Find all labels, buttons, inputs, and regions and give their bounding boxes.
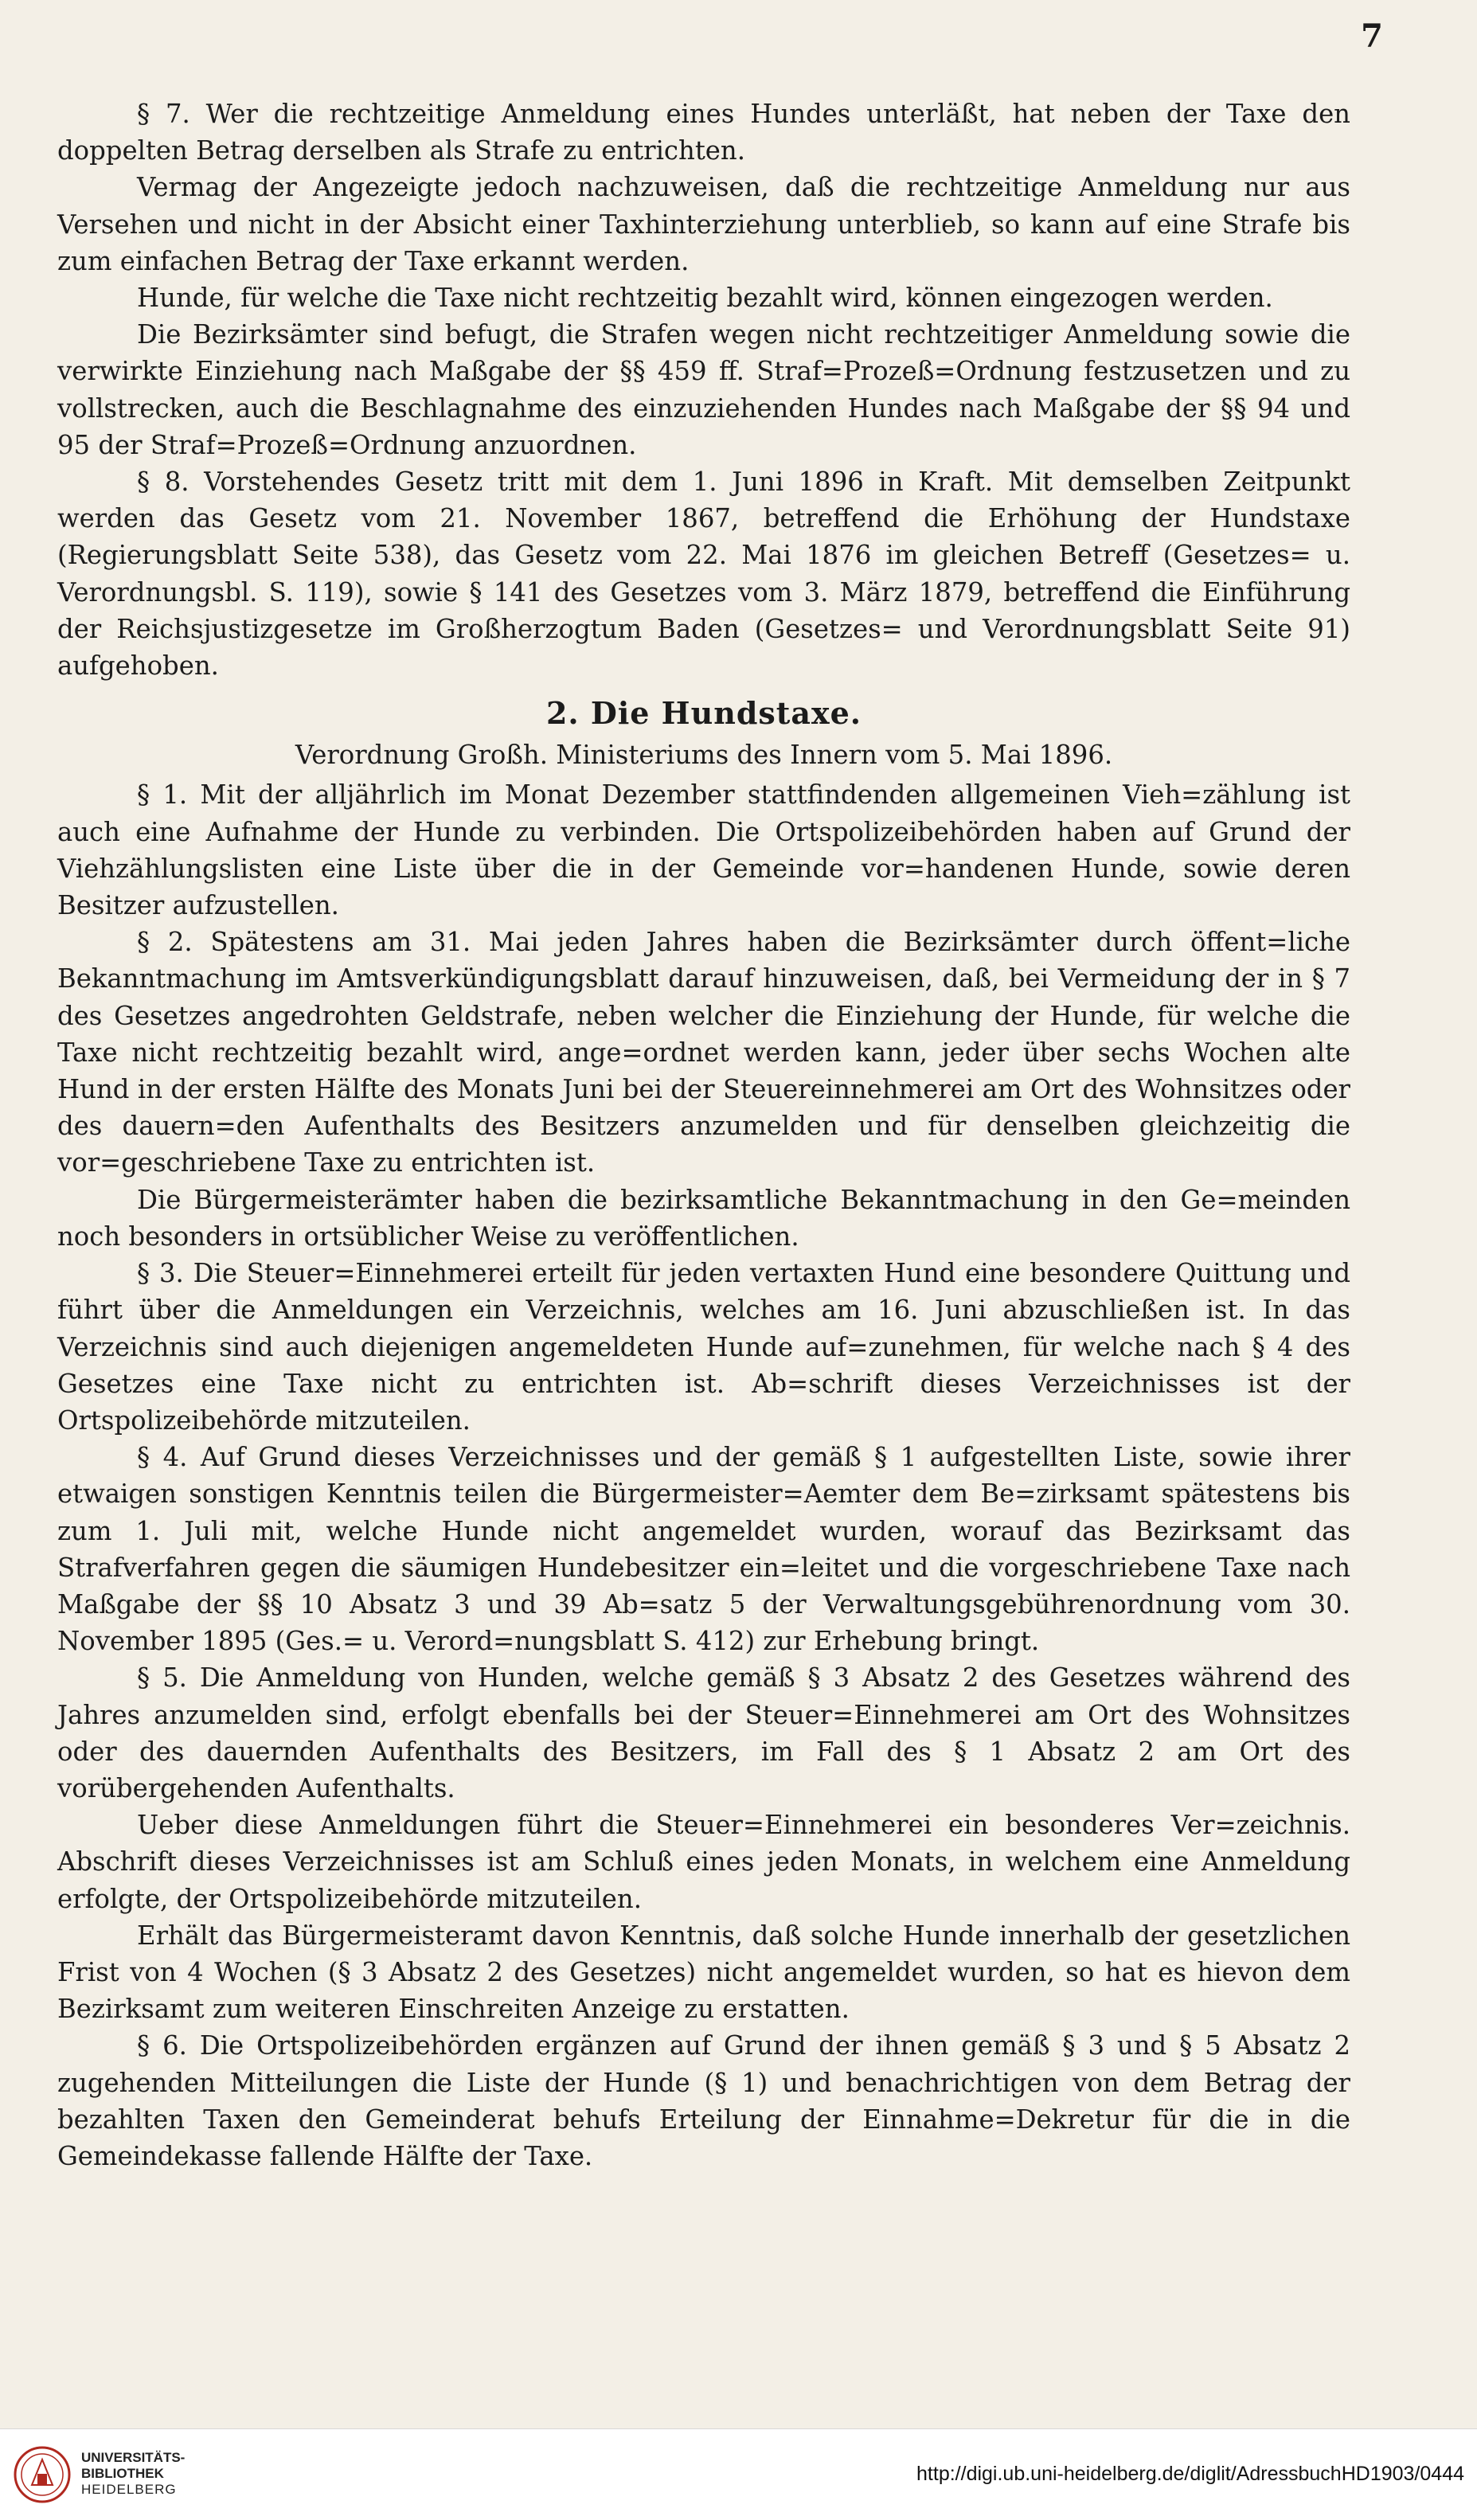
paragraph: § 6. Die Ortspolizeibehörden ergänzen auf Grund der ihnen gemäß § 3 und § 5 Absatz 2 zugehenden Mitteilungen die Liste der Hunde (§ 1) und benachrichtigen von dem Betrag der bezahlten Taxen den Gemeinderat behufs Erteilung der Einnahme=Dekretur für die in die Gemeindekasse fallende Hälfte der Taxe. (57, 2030, 1350, 2171)
library-name-line: HEIDELBERG (81, 2482, 177, 2497)
section-heading: 2. Die Hundstaxe. (545, 695, 862, 732)
footer-bar (0, 2428, 1477, 2520)
paragraph: Hunde, für welche die Taxe nicht rechtzeitig bezahlt wird, können eingezogen werden. (137, 283, 1273, 314)
paragraph: § 4. Auf Grund dieses Verzeichnisses und der gemäß § 1 aufgestellten Liste, sowie ihrer etwaigen sonstigen Kenntnis teilen die Bürgermeister=Aemter dem Be=zirksamt spätestens bis zum 1. Juli mit, welche Hunde nicht angemeldet wurden, worauf das Bezirksamt das Strafverfahren gegen die säumigen Hundebesitzer ein=leitet und die vorgeschriebene Taxe nach Maßgabe der §§ 10 Absatz 3 und 39 Ab=satz 5 der Verwaltungsgebührenordnung vom 30. November 1895 (Ges.= u. Verord=nungsblatt S. 412) zur Erhebung bringt. (57, 1442, 1350, 1657)
library-name-line: BIBLIOTHEK (81, 2466, 164, 2481)
paragraph: Die Bezirksämter sind befugt, die Strafen wegen nicht rechtzeitiger Anmeldung sowie die verwirkte Einziehung nach Maßgabe der §§ 459 ff. Straf=Prozeß=Ordnung festzusetzen und zu vollstrecken, auch die Beschlagnahme des einzuziehenden Hundes nach Maßgabe der §§ 94 und 95 der Straf=Prozeß=Ordnung anzuordnen. (57, 319, 1350, 460)
paragraph: § 5. Die Anmeldung von Hunden, welche gemäß § 3 Absatz 2 des Gesetzes während des Jahres anzumelden sind, erfolgt ebenfalls bei der Steuer=Einnehmerei am Ort des Wohnsitzes oder des dauernden Aufenthalts des Besitzers, im Fall des § 1 Absatz 2 am Ort des vorübergehenden Aufenthalts. (57, 1662, 1350, 1803)
paragraph: § 1. Mit der alljährlich im Monat Dezember stattfindenden allgemeinen Vieh=zählung ist auch eine Aufnahme der Hunde zu verbinden. Die Ortspolizeibehörden haben auf Grund der Viehzählungslisten eine Liste über die in der Gemeinde vor=handenen Hunde, sowie deren Besitzer aufzustellen. (57, 779, 1350, 921)
university-seal-icon (13, 2445, 72, 2504)
paragraph: § 2. Spätestens am 31. Mai jeden Jahres haben die Bezirksämter durch öffent=liche Bekanntmachung im Amtsverkündigungsblatt darauf hinzuweisen, daß, bei Vermeidung der in § 7 des Gesetzes angedrohten Geldstrafe, neben welcher die Einziehung der Hunde, für welche die Taxe nicht rechtzeitig bezahlt wird, ange=ordnet werden kann, jeder über sechs Wochen alte Hund in der ersten Hälfte des Monats Juni bei der Steuereinnehmerei am Ort des Wohnsitzes oder des dauern=den Aufenthalts des Besitzers anzumelden und für denselben gleichzeitig die vor=geschriebene Taxe zu entrichten ist. (57, 927, 1350, 1178)
library-name-line: UNIVERSITÄTS- (81, 2450, 186, 2465)
page-number: 7 (1361, 18, 1383, 55)
paragraph: § 8. Vorstehendes Gesetz tritt mit dem 1. Juni 1896 in Kraft. Mit demselben Zeitpunkt werden das Gesetz vom 21. November 1867, betreffend die Erhöhung der Hundstaxe (Regierungsblatt Seite 538), das Gesetz vom 22. Mai 1876 im gleichen Betreff (Gesetzes= u. Verordnungsbl. S. 119), sowie § 141 des Gesetzes vom 3. März 1879, betreffend die Einführung der Reichsjustizgesetze im Großherzogtum Baden (Gesetzes= und Verordnungsblatt Seite 91) aufgehoben. (57, 467, 1350, 682)
paragraph: Erhält das Bürgermeisteramt davon Kenntnis, daß solche Hunde innerhalb der gesetzlichen Frist von 4 Wochen (§ 3 Absatz 2 des Gesetzes) nicht angemeldet wurden, so hat es hievon dem Bezirksamt zum weiteren Einschreiten Anzeige zu erstatten. (57, 1920, 1350, 2025)
paragraph: § 3. Die Steuer=Einnehmerei erteilt für jeden vertaxten Hund eine besondere Quittung und führt über die Anmeldungen ein Verzeichnis, welches am 16. Juni abzuschließen ist. In das Verzeichnis sind auch diejenigen angemeldeten Hunde auf=zunehmen, für welche nach § 4 des Gesetzes eine Taxe nicht zu entrichten ist. Ab=schrift dieses Verzeichnisses ist der Ortspolizeibehörde mitzuteilen. (57, 1258, 1350, 1436)
section-subtitle: Verordnung Großh. Ministeriums des Innern vom 5. Mai 1896. (295, 740, 1113, 771)
paragraph: Die Bürgermeisterämter haben die bezirksamtliche Bekanntmachung in den Ge=meinden noch besonders in ortsüblicher Weise zu veröffentlichen. (57, 1184, 1350, 1252)
source-url-link[interactable]: http://digi.ub.uni-heidelberg.de/diglit/AdressbuchHD1903/0444 (916, 2463, 1464, 2485)
paragraph: Vermag der Angezeigte jedoch nachzuweisen, daß die rechtzeitige Anmeldung nur aus Versehen und nicht in der Absicht einer Taxhinterziehung unterblieb, so kann auf eine Strafe bis zum einfachen Betrag der Taxe erkannt werden. (57, 172, 1350, 276)
paragraph: § 7. Wer die rechtzeitige Anmeldung eines Hundes unterläßt, hat neben der Taxe den doppelten Betrag derselben als Strafe zu entrichten. (57, 99, 1350, 166)
page-content (57, 96, 1350, 2174)
paragraph: Ueber diese Anmeldungen führt die Steuer=Einnehmerei ein besonderes Ver=zeichnis. Abschrift dieses Verzeichnisses ist am Schluß eines jeden Monats, in welchem eine Anmeldung erfolgte, der Ortspolizeibehörde mitzuteilen. (57, 1810, 1350, 1914)
library-name (81, 2450, 240, 2498)
